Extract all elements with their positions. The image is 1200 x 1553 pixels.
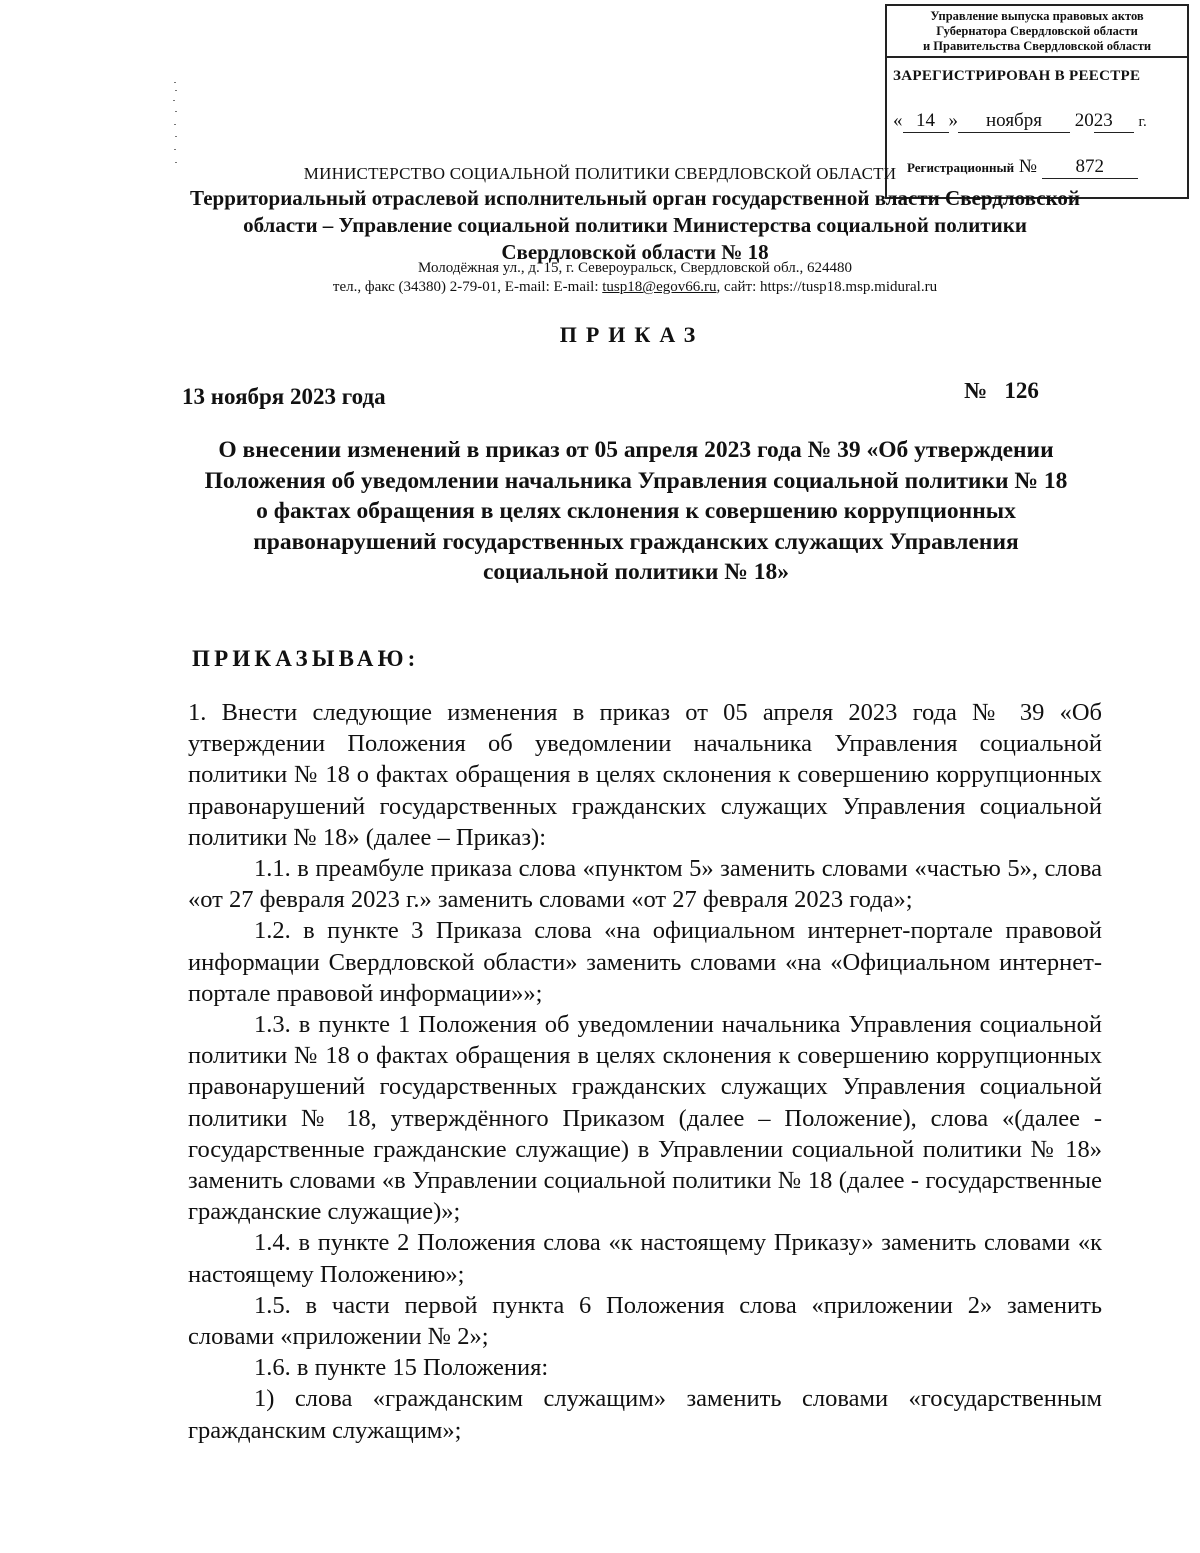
paragraph: 1.1. в преамбуле приказа слова «пунктом 5» заменить словами «частью 5», слова «от 27 февраля 2023 г.» заменить словами «от 27 февраля 2023 года»; [188, 855, 1102, 914]
paragraph: 1.4. в пункте 2 Положения слова «к настоящему Приказу» заменить словами «к настоящему Положению»; [188, 1229, 1102, 1288]
paragraph: 1. Внести следующие изменения в приказ от 05 апреля 2023 года № 39 «Об утверждении Положения об уведомлении начальника Управления социальной политики № 18 о фактах обращения в целях склонения к совершению коррупционных правонарушений государственных гражданских служащих Управления социальной политики № 18» (далее – Приказ): [188, 699, 1102, 851]
stamp-header [887, 6, 1187, 58]
stamp-header-line: Губернатора Свердловской области [936, 24, 1138, 38]
paragraph: 1.2. в пункте 3 Приказа слова «на официальном интернет-портале правовой информации Свердловской области» заменить словами «на «Официальном интернет-портале правовой информации»»; [188, 917, 1102, 1007]
organization-contacts [180, 259, 1090, 297]
contacts-line [180, 278, 1090, 297]
stamp-reg-number: 872 [1042, 156, 1138, 179]
organization-name: Территориальный отраслевой исполнительный орган государственной власти Свердловской области – Управление социальной политики Министерства социальной политики Свердловской области № 18 [190, 186, 1080, 264]
document-title: О внесении изменений в приказ от 05 апреля 2023 года № 39 «Об утверждении Положения об уведомлении начальника Управления социальной политики № 18 о фактах обращения в целях склонения к совершению коррупционных правонарушений государственных гражданских служащих Управления социальной политики № 18» [204, 437, 1068, 585]
document-body [188, 697, 1102, 1446]
address: Молодёжная ул., д. 15, г. Североуральск, Свердловской обл., 624480 [418, 260, 852, 276]
stamp-day: 14 [903, 110, 949, 133]
paragraph: 1.3. в пункте 1 Положения об уведомлении начальника Управления социальной политики № 18 о фактах обращения в целях склонения к совершению коррупционных правонарушений государственных гражданских служащих Управления социальной политики № 18, утверждённого Приказом (далее – Положение), слова «(далее - государственные гражданские служащие) в Управлении социальной политики № 18» заменить словами «в Управлении социальной политики № 18 (далее - государственные гражданские служащие)»; [188, 1011, 1102, 1226]
document-date: 13 ноября 2023 года [182, 384, 386, 409]
scan-noise [170, 80, 182, 170]
document-type: ПРИКАЗ [559, 322, 705, 347]
paragraph: 1) слова «гражданским служащим» заменить словами «государственным гражданским служащим»; [188, 1385, 1102, 1444]
stamp-year-prefix: 20 [1074, 110, 1094, 131]
paragraph: 1.5. в части первой пункта 6 Положения слова «приложении 2» заменить словами «приложении № 2»; [188, 1291, 1102, 1351]
stamp-header-line: Управление выпуска правовых актов [930, 9, 1144, 23]
stamp-date: « 14 » ноября 2023 г. [893, 110, 1147, 131]
ministry-name: МИНИСТЕРСТВО СОЦИАЛЬНОЙ ПОЛИТИКИ СВЕРДЛОВСКОЙ ОБЛАСТИ [303, 164, 897, 183]
stamp-registered-label: ЗАРЕГИСТРИРОВАН В РЕЕСТРЕ [893, 68, 1141, 84]
stamp-reg-label: Регистрационный [907, 160, 1015, 175]
stamp-header-line: и Правительства Свердловской области [922, 39, 1152, 53]
stamp-year-unit: г. [1138, 114, 1147, 130]
email-link[interactable]: tusp18@egov66.ru [602, 279, 717, 295]
contacts-suffix: , сайт: https://tusp18.msp.midural.ru [716, 279, 938, 295]
order-word: ПРИКАЗЫВАЮ: [192, 646, 420, 671]
document-number: № 126 [964, 378, 1039, 403]
stamp-year-suffix: 23 [1094, 110, 1134, 133]
stamp-month: ноября [958, 110, 1070, 133]
stamp-num-sign: № [1018, 156, 1037, 177]
paragraph: 1.6. в пункте 15 Положения: [254, 1354, 549, 1382]
contacts-prefix: тел., факс (34380) 2-79-01, E-mail: E-mail: [332, 279, 603, 295]
